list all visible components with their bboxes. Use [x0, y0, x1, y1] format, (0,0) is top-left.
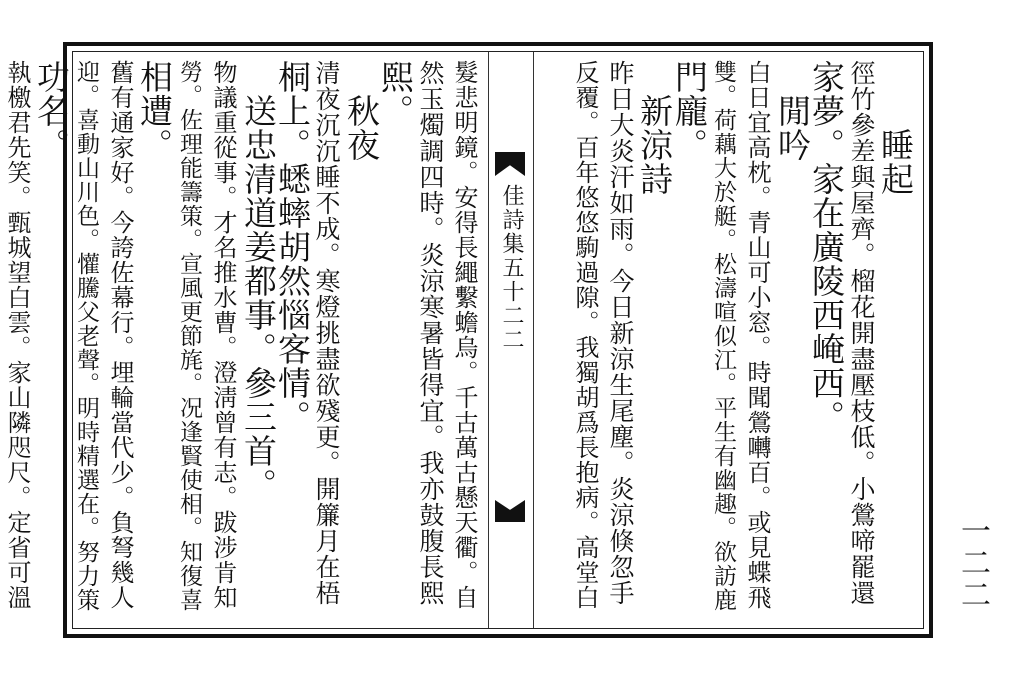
text-column: 新涼詩 — [635, 60, 674, 196]
text-column: 相遭。 — [135, 60, 174, 162]
text-column: 物議重從事。才名推水曹。澄淸曾有志。跋涉肯知 — [209, 60, 237, 610]
text-column: 桐上。蟋蟀胡然惱客情。 — [273, 60, 312, 434]
text-column: 雙。荷藕大於艇。松濤喧似江。平生有幽趣。欲訪鹿 — [710, 60, 736, 612]
fold-title-text: 佳詩集五十二 — [499, 184, 524, 328]
text-column: 熙。 — [376, 60, 415, 128]
fish-tail-bottom-mark — [495, 500, 525, 522]
text-column: 舊有通家好。今誇佐幕行。埋輪當代少。負弩幾人 — [106, 60, 134, 610]
text-column: 然玉燭調四時。炎涼寒暑皆得宜。我亦鼓腹長熙 — [416, 60, 445, 606]
text-column: 髮悲明鏡。安得長繩繫蟾烏。千古萬古懸天衢。自 — [450, 60, 478, 610]
text-column: 秋夜 — [342, 60, 381, 162]
text-column: 昨日大炎汗如雨。今日新涼生尾塵。炎涼倏忽手 — [606, 60, 635, 606]
text-column: 執檄君先笑。甄城望白雲。家山隣咫尺。定省可溫 — [3, 60, 31, 610]
text-column: 迎。喜動山川色。懽騰父老聲。明時精選在。努力策 — [73, 60, 99, 612]
text-column: 送忠清道姜都事。參三首。 — [239, 60, 278, 502]
text-block — [3, 51, 924, 629]
text-column: 反覆。百年悠悠駒過隙。我獨胡爲長抱病。高堂白 — [571, 60, 599, 610]
text-column: 徑竹參差與屋齊。榴花開盡壓枝低。小鶯啼罷還 — [847, 60, 876, 606]
text-column: 功名。 — [32, 60, 71, 162]
text-column: 門龐。 — [670, 60, 709, 162]
text-column: 睡起 — [876, 60, 915, 196]
text-column: 清夜沉沉睡不成。寒燈挑盡欲殘更。開簾月在梧 — [312, 60, 341, 606]
fold-title — [495, 184, 527, 352]
text-column: 白日宜高枕。青山可小窓。時聞鶯囀百。或見蝶飛 — [743, 60, 771, 610]
text-column: 勞。佐理能籌策。宣風更節旄。况逢賢使相。知復喜 — [176, 60, 202, 612]
text-column: 家夢。家在廣陵西崦西。 — [807, 60, 846, 434]
text-column: 閒吟 — [773, 60, 812, 162]
fold-center-column — [488, 52, 534, 628]
page-number: 一二二 — [955, 515, 990, 611]
text-frame — [3, 42, 933, 638]
fold-page-text: 二 — [499, 328, 524, 352]
fish-tail-top-mark — [495, 152, 525, 176]
